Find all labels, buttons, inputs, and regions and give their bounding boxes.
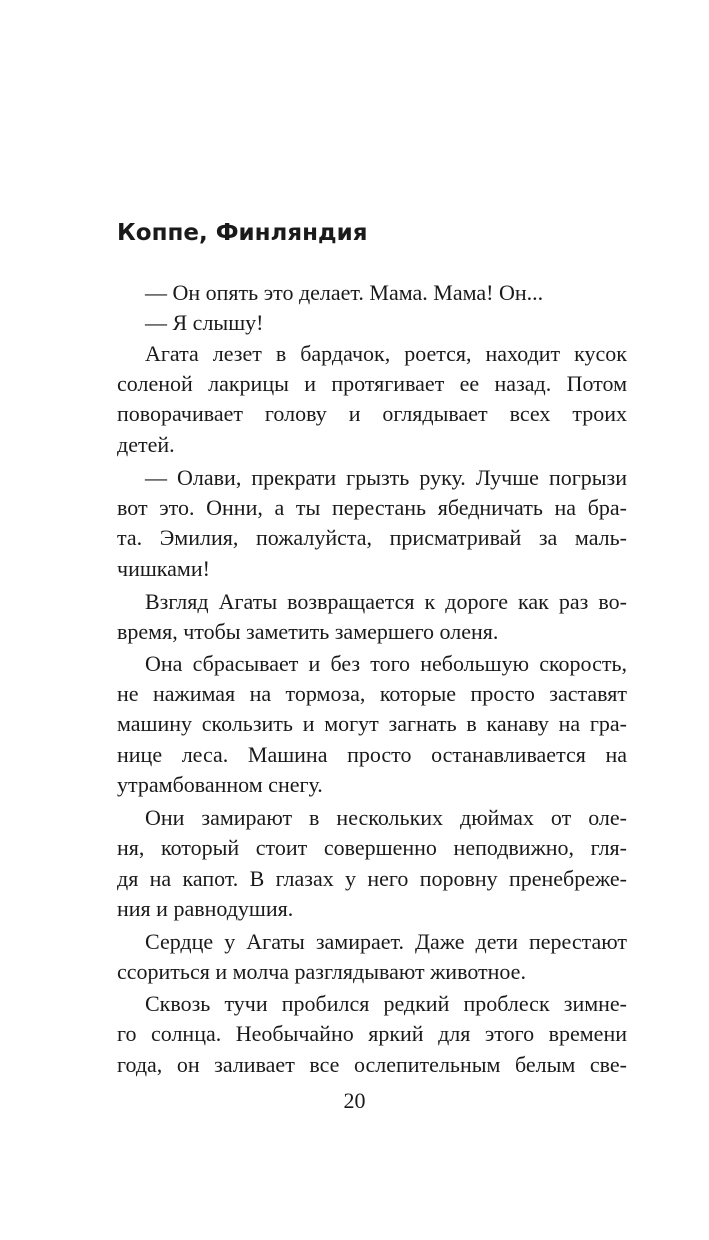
text-line: дя на капот. В глазах у него поровну пренебреже- [117, 866, 627, 891]
text-line: ня, который стоит совершенно неподвижно, гля- [117, 835, 627, 860]
chapter-heading: Коппе, Финляндия [117, 220, 368, 246]
text-line: Сердце у Агаты замирает. Даже дети перестают [145, 929, 627, 954]
text-line: года, он заливает все ослепительным белым све- [117, 1052, 627, 1077]
text-line: нице леса. Машина просто останавливается на [117, 742, 627, 767]
text-line: соленой лакрицы и протягивает ее назад. Потом [117, 371, 627, 396]
text-line: та. Эмилия, пожалуйста, присматривай за маль- [117, 525, 627, 550]
text-line: вот это. Онни, а ты перестань ябедничать на бра- [117, 495, 627, 520]
text-line: время, чтобы заметить замершего оленя. [117, 619, 499, 644]
text-line: не нажимая на тормоза, которые просто заставят [117, 681, 627, 706]
text-line: Они замирают в нескольких дюймах от оле- [145, 805, 627, 830]
text-line: детей. [117, 432, 175, 457]
page-number: 20 [343, 1088, 366, 1113]
text-line: поворачивает голову и оглядывает всех троих [117, 401, 627, 426]
text-line: ния и равнодушия. [117, 896, 294, 921]
text-line: — Он опять это делает. Мама. Мама! Он... [145, 280, 544, 305]
text-line: чишками! [117, 556, 210, 581]
text-line: машину скользить и могут загнать в канаву на гра- [117, 711, 627, 736]
text-line: — Олави, прекрати грызть руку. Лучше погрызи [145, 465, 627, 490]
text-line: утрамбованном снегу. [117, 772, 323, 797]
text-line: — Я слышу! [145, 310, 264, 335]
text-line: го солнца. Необычайно яркий для этого времени [117, 1021, 627, 1046]
text-line: Взгляд Агаты возвращается к дороге как раз во- [145, 589, 627, 614]
text-line: Она сбрасывает и без того небольшую скорость, [145, 651, 627, 676]
text-line: Сквозь тучи пробился редкий проблеск зимне- [145, 991, 627, 1016]
text-line: ссориться и молча разглядывают животное. [117, 959, 526, 984]
text-line: Агата лезет в бардачок, роется, находит кусок [145, 341, 627, 366]
